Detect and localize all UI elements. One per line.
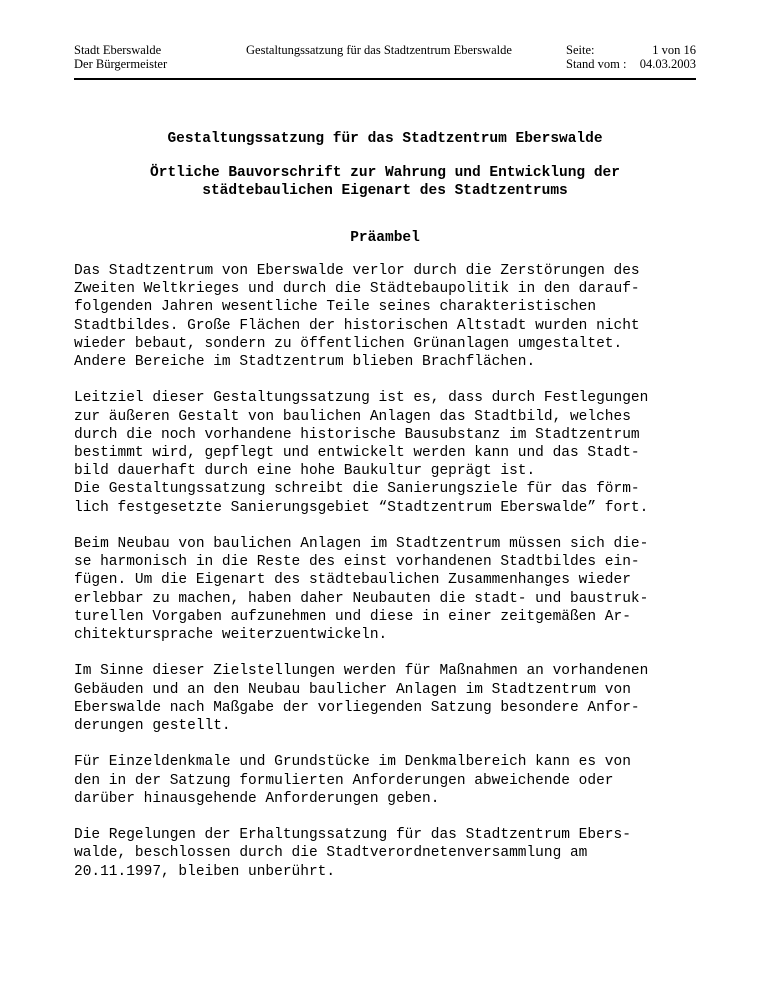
preamble-body xyxy=(74,262,696,899)
header-divider xyxy=(74,78,696,80)
date-value: 04.03.2003 xyxy=(639,57,696,71)
subtitle-line-1: Örtliche Bauvorschrift zur Wahrung und Entwicklung der xyxy=(150,165,620,181)
date-label: Stand vom : xyxy=(566,57,627,71)
paragraph-6: Die Regelungen der Erhaltungssatzung für das Stadtzentrum Ebers- walde, beschlossen durch die Stadtverordnetenversammlung am 20.11.1997, bleiben unberührt. xyxy=(74,827,631,880)
issuer-office: Der Bürgermeister xyxy=(74,57,168,71)
page-number-row xyxy=(566,43,696,57)
document-subtitle xyxy=(74,164,696,200)
date-row xyxy=(566,57,696,71)
subtitle-line-2: städtebaulichen Eigenart des Stadtzentrums xyxy=(202,183,568,200)
paragraph-4: Im Sinne dieser Zielstellungen werden für Maßnahmen an vorhandenen Gebäuden und an den Neubau baulicher Anlagen im Stadtzentrum von Eberswalde nach Maßgabe der vorliegenden Satzung besondere Anfor- derungen gestellt. xyxy=(74,663,649,735)
page-number-label: Seite: xyxy=(566,43,595,57)
header-document-title: Gestaltungssatzung für das Stadtzentrum Eberswalde xyxy=(246,43,512,57)
document-title: Gestaltungssatzung für das Stadtzentrum Eberswalde xyxy=(167,131,603,147)
paragraph-5: Für Einzeldenkmale und Grundstücke im Denkmalbereich kann es von den in der Satzung formulierten Anforderungen abweichende oder darüber hinausgehende Anforderungen geben. xyxy=(74,754,631,807)
issuer-block xyxy=(74,43,167,71)
paragraph-2: Leitziel dieser Gestaltungssatzung ist es, dass durch Festlegungen zur äußeren Gestalt von baulichen Anlagen das Stadtbild, welches durch die noch vorhandene historische Bausubstanz im Stadtzentrum bestimmt wird, gepflegt und entwickelt werden kann und das Stadt- bild dauerhaft durch eine hohe Baukultur geprägt ist. Die Gestaltungssatzung schreibt die Sanierungsziele für das förm- lich festgesetzte Sanierungsgebiet “Stadtzentrum Eberswalde” fort. xyxy=(74,390,649,516)
paragraph-1: Das Stadtzentrum von Eberswalde verlor durch die Zerstörungen des Zweiten Weltkrieges und durch die Städtebaupolitik in den darauf- folgenden Jahren wesentliche Teile seines charakteristischen Stadtbildes. Große Flächen der historischen Altstadt wurden nicht wieder bebaut, sondern zu öffentlichen Grünanlagen umgestaltet. Andere Bereiche im Stadtzentrum blieben Brachflächen. xyxy=(74,263,640,371)
page-number-value: 1 von 16 xyxy=(652,43,696,57)
section-heading-preamble: Präambel xyxy=(350,230,420,246)
issuer-city: Stadt Eberswalde xyxy=(74,43,162,57)
page-info-block xyxy=(566,43,696,71)
paragraph-3: Beim Neubau von baulichen Anlagen im Stadtzentrum müssen sich die- se harmonisch in die Reste des einst vorhandenen Stadtbildes ein- fügen. Um die Eigenart des städtebaulichen Zusammenhanges wieder erlebbar zu machen, haben daher Neubauten die stadt- und baustruk- turellen Vorgaben aufzunehmen und diese in einer zeitgemäßen Ar- chitektursprache weiterzuentwickeln. xyxy=(74,536,649,644)
